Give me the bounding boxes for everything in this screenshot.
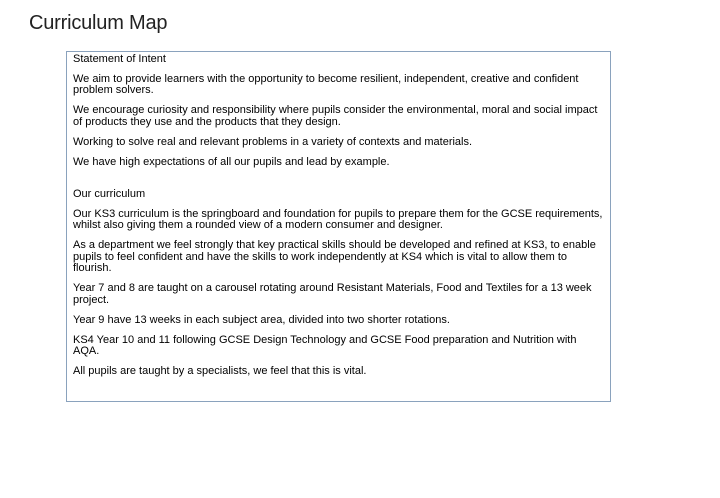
page-title: Curriculum Map xyxy=(29,12,168,34)
curriculum-paragraph-3: Year 7 and 8 are taught on a carousel rotating around Resistant Materials, Food and Textiles for a 13 week project. xyxy=(73,282,592,306)
intent-paragraph-1: We aim to provide learners with the opportunity to become resilient, independent, creative and confident problem solvers. xyxy=(73,72,579,96)
intent-heading: Statement of Intent xyxy=(73,53,166,65)
intent-paragraph-2: We encourage curiosity and responsibility where pupils consider the environmental, moral and social impact of products they use and the products that they design. xyxy=(73,104,598,128)
curriculum-paragraph-1: Our KS3 curriculum is the springboard and foundation for pupils to prepare them for the GCSE requirements, whilst also giving them a rounded view of a modern consumer and designer. xyxy=(73,207,603,231)
intent-paragraph-3: Working to solve real and relevant problems in a variety of contexts and materials. xyxy=(73,135,473,148)
curriculum-text-box[interactable] xyxy=(66,51,611,402)
curriculum-heading: Our curriculum xyxy=(73,188,146,200)
intent-paragraph-4: We have high expectations of all our pupils and lead by example. xyxy=(73,155,390,168)
curriculum-paragraph-5: KS4 Year 10 and 11 following GCSE Design Technology and GCSE Food preparation and Nutrition with AQA. xyxy=(73,333,577,357)
curriculum-paragraph-2: As a department we feel strongly that key practical skills should be developed and refined at KS3, to enable pupils to feel confident and have the skills to work independently at KS4 which is vital to allow them to flourish. xyxy=(73,239,596,274)
curriculum-paragraph-4: Year 9 have 13 weeks in each subject area, divided into two shorter rotations. xyxy=(73,313,450,326)
curriculum-paragraph-6: All pupils are taught by a specialists, we feel that this is vital. xyxy=(73,365,367,377)
